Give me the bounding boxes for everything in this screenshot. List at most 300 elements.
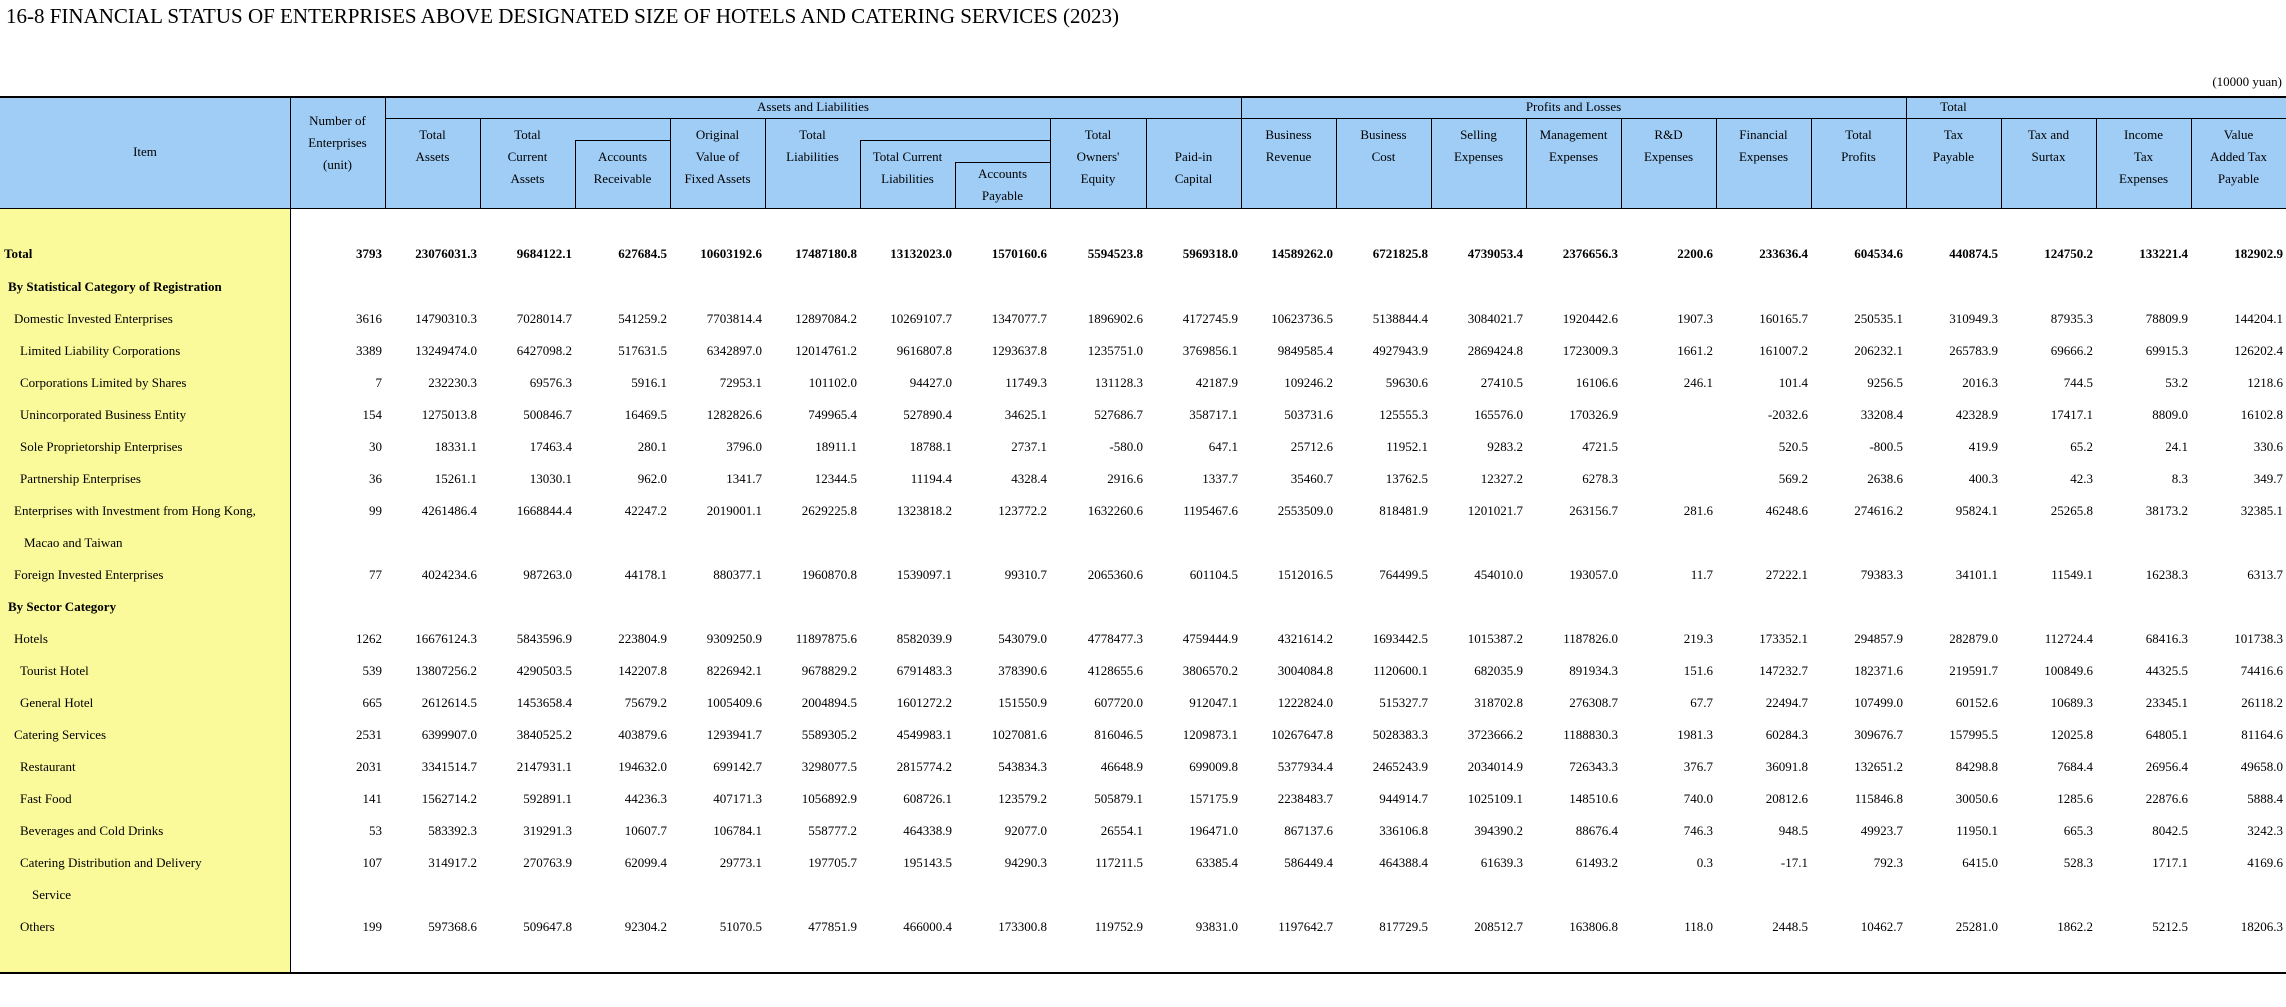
table-cell: 10603192.6 [700, 246, 762, 261]
table-cell: 1862.2 [2057, 919, 2093, 934]
table-cell: 14589262.0 [1271, 246, 1333, 261]
table-cell: 1027081.6 [991, 727, 1047, 742]
header-total-liabilities-line: Liabilities [786, 149, 839, 164]
table-cell: 157995.5 [1949, 727, 1998, 742]
table-cell: 42328.9 [1955, 407, 1998, 422]
table-cell: 11952.1 [1386, 439, 1428, 454]
table-cell: 477851.9 [808, 919, 857, 934]
table-cell: 2531 [356, 727, 382, 742]
table-cell: 151.6 [1683, 663, 1713, 678]
table-cell: 101102.0 [808, 375, 857, 390]
table-cell: 10267647.8 [1271, 727, 1333, 742]
table-cell: 7684.4 [2057, 759, 2093, 774]
table-cell: 6427098.2 [516, 343, 572, 358]
table-cell: 11897875.6 [795, 631, 857, 646]
header-total-current-assets-line: Current [507, 149, 548, 164]
row-label: Tourist Hotel [20, 663, 89, 678]
row-label: Unincorporated Business Entity [20, 407, 187, 422]
table-cell: 4321614.2 [1277, 631, 1333, 646]
table-cell: 3840525.2 [516, 727, 572, 742]
table-cell: 263156.7 [1569, 503, 1618, 518]
table-cell: 11749.3 [1005, 375, 1047, 390]
table-cell: 2869424.8 [1467, 343, 1523, 358]
table-cell: 20812.6 [1765, 791, 1808, 806]
table-cell: 126202.4 [2234, 343, 2283, 358]
row-label: Hotels [14, 631, 48, 646]
header-owners-equity-line: Total [1084, 127, 1112, 142]
table-cell: 42187.9 [1195, 375, 1238, 390]
table-cell: 527890.4 [903, 407, 952, 422]
table-cell: 142207.8 [618, 663, 667, 678]
header-total-liabilities-line: Total [799, 127, 826, 142]
table-cell: 36 [369, 471, 382, 486]
table-cell: 1209873.1 [1182, 727, 1238, 742]
table-cell: 18788.1 [909, 439, 952, 454]
table-cell: 558777.2 [808, 823, 857, 838]
table-cell: 912047.1 [1189, 695, 1238, 710]
table-cell: 4128655.6 [1087, 663, 1143, 678]
table-cell: 12897084.2 [795, 311, 857, 326]
table-cell: 294857.9 [1854, 631, 1903, 646]
header-vat-payable-line: Payable [2217, 171, 2260, 186]
table-cell: 4172745.9 [1182, 311, 1238, 326]
table-cell: 699009.8 [1189, 759, 1238, 774]
table-cell: 2737.1 [1011, 439, 1047, 454]
header-total-current-liabilities-line: Total Current [872, 149, 943, 164]
table-cell: 5916.1 [631, 375, 667, 390]
table-cell: 4290503.5 [516, 663, 572, 678]
header-total-profits-line: Total [1845, 127, 1872, 142]
table-cell: 1920442.6 [1562, 311, 1618, 326]
table-cell: 144204.1 [2234, 311, 2283, 326]
table-cell: 1285.6 [2057, 791, 2093, 806]
table-cell: 106784.1 [713, 823, 762, 838]
table-cell: 26554.1 [1100, 823, 1143, 838]
table-cell: 2065360.6 [1087, 567, 1143, 582]
table-cell: 8042.5 [2152, 823, 2188, 838]
table-cell: 1218.6 [2247, 375, 2283, 390]
table-cell: 151550.9 [998, 695, 1047, 710]
table-cell: 466000.4 [903, 919, 952, 934]
table-cell: 3004084.8 [1277, 663, 1333, 678]
header-paid-in-capital-line: Paid-in [1174, 149, 1213, 164]
table-cell: 17463.4 [529, 439, 572, 454]
table-cell: 597368.6 [428, 919, 477, 934]
table-cell: 4759444.9 [1182, 631, 1238, 646]
table-cell: 1896902.6 [1087, 311, 1143, 326]
table-cell: 5843596.9 [516, 631, 572, 646]
table-cell: 26118.2 [2241, 695, 2283, 710]
table-cell: 10269107.7 [890, 311, 952, 326]
table-cell: 23076031.3 [415, 246, 477, 261]
table-cell: 42247.2 [624, 503, 667, 518]
header-financial-expenses [1716, 118, 1811, 174]
header-vat-payable-line: Added Tax [2210, 149, 2267, 164]
row-label: Sole Proprietorship Enterprises [20, 439, 183, 454]
table-cell: 1693442.5 [1372, 631, 1428, 646]
table-cell: 49658.0 [2240, 759, 2283, 774]
table-cell: 46648.9 [1100, 759, 1143, 774]
table-cell: 891934.3 [1569, 663, 1618, 678]
table-cell: 816046.5 [1094, 727, 1143, 742]
table-cell: 1562714.2 [421, 791, 477, 806]
table-cell: 314917.2 [428, 855, 477, 870]
table-cell: 1341.7 [726, 471, 762, 486]
table-cell: 2019001.1 [706, 503, 762, 518]
table-cell: 607720.0 [1094, 695, 1143, 710]
table-cell: 93831.0 [1195, 919, 1238, 934]
table-cell: 9283.2 [1487, 439, 1523, 454]
table-cell: 196471.0 [1189, 823, 1238, 838]
table-cell: 8.3 [2171, 471, 2188, 486]
table-cell: 84298.8 [1955, 759, 1998, 774]
table-cell: 13762.5 [1385, 471, 1428, 486]
table-cell: 4024234.6 [421, 567, 477, 582]
table-cell: 1570160.6 [991, 246, 1047, 261]
header-total-assets-line: Total [419, 127, 446, 142]
table-cell: 44178.1 [624, 567, 667, 582]
table-cell: 5969318.0 [1182, 246, 1238, 261]
table-cell: 867137.6 [1284, 823, 1333, 838]
table-cell: 1661.2 [1677, 343, 1713, 358]
row-label: Corporations Limited by Shares [20, 375, 187, 390]
header-original-value [670, 118, 765, 196]
table-cell: 173352.1 [1759, 631, 1808, 646]
table-cell: 604534.6 [1854, 246, 1903, 261]
header-number-of-enterprises-line: Enterprises [308, 135, 367, 150]
table-cell: 6721825.8 [1372, 246, 1428, 261]
header-selling-expenses-line: Expenses [1453, 149, 1504, 164]
table-cell: 682035.9 [1474, 663, 1523, 678]
table-cell: 17487180.8 [795, 246, 857, 261]
table-cell: 10607.7 [624, 823, 667, 838]
table-cell: 154 [362, 407, 382, 422]
header-management-expenses-line: Expenses [1548, 149, 1599, 164]
table-cell: 601104.5 [1189, 567, 1238, 582]
table-cell: 764499.5 [1379, 567, 1428, 582]
header-total-profits [1811, 118, 1906, 174]
table-cell: 123772.2 [998, 503, 1047, 518]
table-cell: 64805.1 [2145, 727, 2188, 742]
table-cell: 1907.3 [1677, 311, 1713, 326]
table-cell: 1120600.1 [1373, 663, 1428, 678]
header-business-revenue-line: Revenue [1265, 149, 1312, 164]
header-tax-and-surtax-line: Surtax [2031, 149, 2066, 164]
table-cell: 141 [362, 791, 382, 806]
table-cell: 75679.2 [624, 695, 667, 710]
header-selling-expenses-line: Selling [1460, 127, 1497, 142]
table-cell: 2448.5 [1772, 919, 1808, 934]
table-cell: 67.7 [1690, 695, 1713, 710]
table-cell: 133221.4 [2139, 246, 2188, 261]
table-cell: 5589305.2 [801, 727, 857, 742]
table-cell: 16238.3 [2145, 567, 2188, 582]
header-financial-expenses-line: Financial [1739, 127, 1788, 142]
table-cell: 17417.1 [2050, 407, 2093, 422]
table-cell: 32385.1 [2240, 503, 2283, 518]
table-cell: 69915.3 [2145, 343, 2188, 358]
header-management-expenses-line: Management [1539, 127, 1608, 142]
table-cell: 119752.9 [1094, 919, 1143, 934]
table-cell: 8226942.1 [706, 663, 762, 678]
table-cell: 608726.1 [903, 791, 952, 806]
table-cell: 25712.6 [1290, 439, 1333, 454]
table-cell: 24.1 [2165, 439, 2188, 454]
table-cell: 520.5 [1778, 439, 1808, 454]
table-cell: 1293941.7 [706, 727, 762, 742]
table-cell: 11950.1 [1956, 823, 1998, 838]
table-cell: 948.5 [1778, 823, 1808, 838]
row-label: Limited Liability Corporations [20, 343, 181, 358]
row-label: Catering Services [14, 727, 107, 742]
table-cell: 503731.6 [1284, 407, 1333, 422]
header-rd-expenses [1621, 118, 1716, 174]
table-cell: 336106.8 [1379, 823, 1428, 838]
table-cell: -17.1 [1780, 855, 1808, 870]
table-cell: 18911.1 [815, 439, 857, 454]
table-cell: 42.3 [2070, 471, 2093, 486]
row-label: Beverages and Cold Drinks [20, 823, 164, 838]
table-cell: 95824.1 [1955, 503, 1998, 518]
table-cell: 744.5 [2063, 375, 2093, 390]
table-cell: 543079.0 [998, 631, 1047, 646]
table-cell: 44325.5 [2145, 663, 2188, 678]
table-cell: 182371.6 [1854, 663, 1903, 678]
table-cell: 403879.6 [618, 727, 667, 742]
table-cell: 6791483.3 [896, 663, 952, 678]
table-cell: 5212.5 [2152, 919, 2188, 934]
table-cell: 2553509.0 [1277, 503, 1333, 518]
header-income-tax-line: Expenses [2118, 171, 2169, 186]
table-cell: 1222824.0 [1277, 695, 1333, 710]
table-cell: 60152.6 [1955, 695, 1998, 710]
table-cell: 100849.6 [2044, 663, 2093, 678]
table-cell: 12344.5 [814, 471, 857, 486]
table-cell: 3793 [356, 246, 382, 261]
header-total-assets [385, 118, 480, 174]
table-cell: 232230.3 [428, 375, 477, 390]
table-cell: -800.5 [1869, 439, 1903, 454]
header-tax-payable-line: Payable [1932, 149, 1975, 164]
table-cell: 88676.4 [1575, 823, 1618, 838]
table-cell: 44236.3 [624, 791, 667, 806]
header-group-tax: Total [1940, 99, 1967, 114]
table-cell: 16102.8 [2240, 407, 2283, 422]
table-cell: 9849585.4 [1277, 343, 1333, 358]
table-cell: 4721.5 [1582, 439, 1618, 454]
table-cell: 6313.7 [2247, 567, 2283, 582]
table-cell: 515327.7 [1379, 695, 1428, 710]
table-cell: 163806.8 [1569, 919, 1618, 934]
table-cell: 987263.0 [523, 567, 572, 582]
table-cell: 2200.6 [1677, 246, 1713, 261]
header-total-current-liabilities-line: Liabilities [881, 171, 934, 186]
header-tax-and-surtax-line: Tax and [2027, 127, 2070, 142]
header-rd-expenses-line: Expenses [1643, 149, 1694, 164]
table-cell: 11549.1 [2051, 567, 2093, 582]
header-business-revenue-line: Business [1265, 127, 1312, 142]
table-cell: 35460.7 [1290, 471, 1333, 486]
table-cell: 330.6 [2253, 439, 2283, 454]
header-original-value-line: Fixed Assets [684, 171, 751, 186]
table-cell: 61493.2 [1575, 855, 1618, 870]
table-cell: 1201021.7 [1467, 503, 1523, 518]
table-cell: 132651.2 [1854, 759, 1903, 774]
table-cell: 4549983.1 [896, 727, 952, 742]
table-cell: 3806570.2 [1182, 663, 1238, 678]
table-cell: 349.7 [2253, 471, 2283, 486]
header-business-cost-line: Business [1360, 127, 1407, 142]
table-cell: 78809.9 [2145, 311, 2188, 326]
table-cell: 14790310.3 [415, 311, 477, 326]
row-label: Others [20, 919, 55, 934]
table-cell: 378390.6 [998, 663, 1047, 678]
table-cell: 123579.2 [998, 791, 1047, 806]
table-cell: 7703814.4 [706, 311, 762, 326]
header-accounts-payable-line: Accounts [977, 166, 1028, 181]
table-cell: 59630.6 [1385, 375, 1428, 390]
table-cell: 13030.1 [529, 471, 572, 486]
table-cell: 880377.1 [713, 567, 762, 582]
table-cell: 12327.2 [1480, 471, 1523, 486]
table-cell: 101.4 [1778, 375, 1808, 390]
table-cell: 193057.0 [1569, 567, 1618, 582]
table-cell: 11.7 [1690, 567, 1713, 582]
table-cell: 199 [362, 919, 382, 934]
table-cell: 219.3 [1683, 631, 1713, 646]
header-financial-expenses-line: Expenses [1738, 149, 1789, 164]
table-cell: 34101.1 [1955, 567, 1998, 582]
table-bottom-rule [0, 972, 2286, 974]
table-cell: 746.3 [1683, 823, 1713, 838]
column-rule [290, 96, 291, 972]
table-cell: 49923.7 [1860, 823, 1903, 838]
table-cell: 1187826.0 [1563, 631, 1618, 646]
table-cell: 6399907.0 [421, 727, 477, 742]
header-group-profits: Profits and Losses [1525, 99, 1622, 114]
table-cell: 665.3 [2063, 823, 2093, 838]
header-tax-payable [1906, 118, 2001, 174]
table-cell: 962.0 [637, 471, 667, 486]
header-business-revenue [1241, 118, 1336, 174]
table-cell: 38173.2 [2145, 503, 2188, 518]
header-total-current-assets-line: Total [514, 127, 541, 142]
table-cell: 12014761.2 [795, 343, 857, 358]
table-cell: 194632.0 [618, 759, 667, 774]
table-cell: 94427.0 [909, 375, 952, 390]
table-cell: 0.3 [1696, 855, 1713, 870]
header-income-tax-line: Income [2124, 127, 2163, 142]
table-cell: 109246.2 [1284, 375, 1333, 390]
table-cell: 281.6 [1683, 503, 1713, 518]
table-cell: 182902.9 [2234, 246, 2283, 261]
table-cell: 2376656.3 [1562, 246, 1618, 261]
table-cell: 4927943.9 [1372, 343, 1428, 358]
table-cell: 27410.5 [1480, 375, 1523, 390]
header-accounts-payable [955, 162, 1050, 208]
header-group-assets: Assets and Liabilities [757, 99, 869, 114]
header-total-assets-line: Assets [415, 149, 450, 164]
table-cell: 94290.3 [1004, 855, 1047, 870]
header-income-tax-line: Tax [2133, 149, 2154, 164]
row-label: Restaurant [20, 759, 76, 774]
table-cell: 740.0 [1683, 791, 1713, 806]
table-cell: 9616807.8 [896, 343, 952, 358]
table-cell: 1323818.2 [896, 503, 952, 518]
table-cell: 1453658.4 [516, 695, 572, 710]
table-cell: 5028383.3 [1372, 727, 1428, 742]
table-cell: 5594523.8 [1087, 246, 1143, 261]
row-label: Service [32, 887, 71, 902]
table-cell: 5377934.4 [1277, 759, 1333, 774]
header-paid-in-capital-line: Capital [1174, 171, 1213, 186]
table-cell: 1275013.8 [421, 407, 477, 422]
table-cell: 1539097.1 [896, 567, 952, 582]
table-cell: 3723666.2 [1467, 727, 1523, 742]
table-cell: 2815774.2 [896, 759, 952, 774]
table-cell: 586449.4 [1284, 855, 1333, 870]
header-accounts-receivable [575, 140, 670, 196]
table-cell: 2238483.7 [1277, 791, 1333, 806]
table-cell: 8809.0 [2152, 407, 2188, 422]
table-cell: 6278.3 [1582, 471, 1618, 486]
table-cell: 3242.3 [2247, 823, 2283, 838]
row-label: Macao and Taiwan [24, 535, 123, 550]
table-cell: 282879.0 [1949, 631, 1998, 646]
table-cell: 170326.9 [1569, 407, 1618, 422]
row-label: Total [4, 246, 33, 261]
header-owners-equity-line: Owners' [1076, 149, 1120, 164]
table-cell: 173300.8 [998, 919, 1047, 934]
table-cell: 206232.1 [1854, 343, 1903, 358]
header-vat-payable [2191, 118, 2286, 196]
row-label: Enterprises with Investment from Hong Kong, [14, 503, 256, 518]
table-cell: 26956.4 [2145, 759, 2188, 774]
table-cell: 4778477.3 [1087, 631, 1143, 646]
table-cell: 274616.2 [1854, 503, 1903, 518]
table-cell: 10462.7 [1860, 919, 1903, 934]
table-cell: 280.1 [637, 439, 667, 454]
table-cell: 81164.6 [2241, 727, 2283, 742]
table-cell: 208512.7 [1474, 919, 1523, 934]
table-cell: 9678829.2 [801, 663, 857, 678]
table-cell: 1195467.6 [1183, 503, 1238, 518]
table-cell: 69576.3 [529, 375, 572, 390]
table-cell: 1282826.6 [706, 407, 762, 422]
row-label: Domestic Invested Enterprises [14, 311, 173, 326]
table-cell: 3769856.1 [1182, 343, 1238, 358]
table-cell: 3796.0 [726, 439, 762, 454]
table-cell: 34625.1 [1004, 407, 1047, 422]
unit-note: (10000 yuan) [2212, 74, 2282, 89]
table-cell: 87935.3 [2050, 311, 2093, 326]
table-cell: 318702.8 [1474, 695, 1523, 710]
header-tax-and-surtax [2001, 118, 2096, 174]
header-total-current-assets-line: Assets [510, 171, 545, 186]
table-cell: 419.9 [1968, 439, 1998, 454]
table-cell: 792.3 [1873, 855, 1903, 870]
table-cell: 16469.5 [624, 407, 667, 422]
table-cell: 276308.7 [1569, 695, 1618, 710]
table-cell: 1960870.8 [801, 567, 857, 582]
header-total-current-assets [480, 118, 575, 196]
table-cell: 265783.9 [1949, 343, 1998, 358]
table-cell: 527686.7 [1094, 407, 1143, 422]
table-cell: 195143.5 [903, 855, 952, 870]
header-income-tax [2096, 118, 2191, 196]
table-cell: 16676124.3 [415, 631, 477, 646]
table-cell: 7 [375, 375, 382, 390]
